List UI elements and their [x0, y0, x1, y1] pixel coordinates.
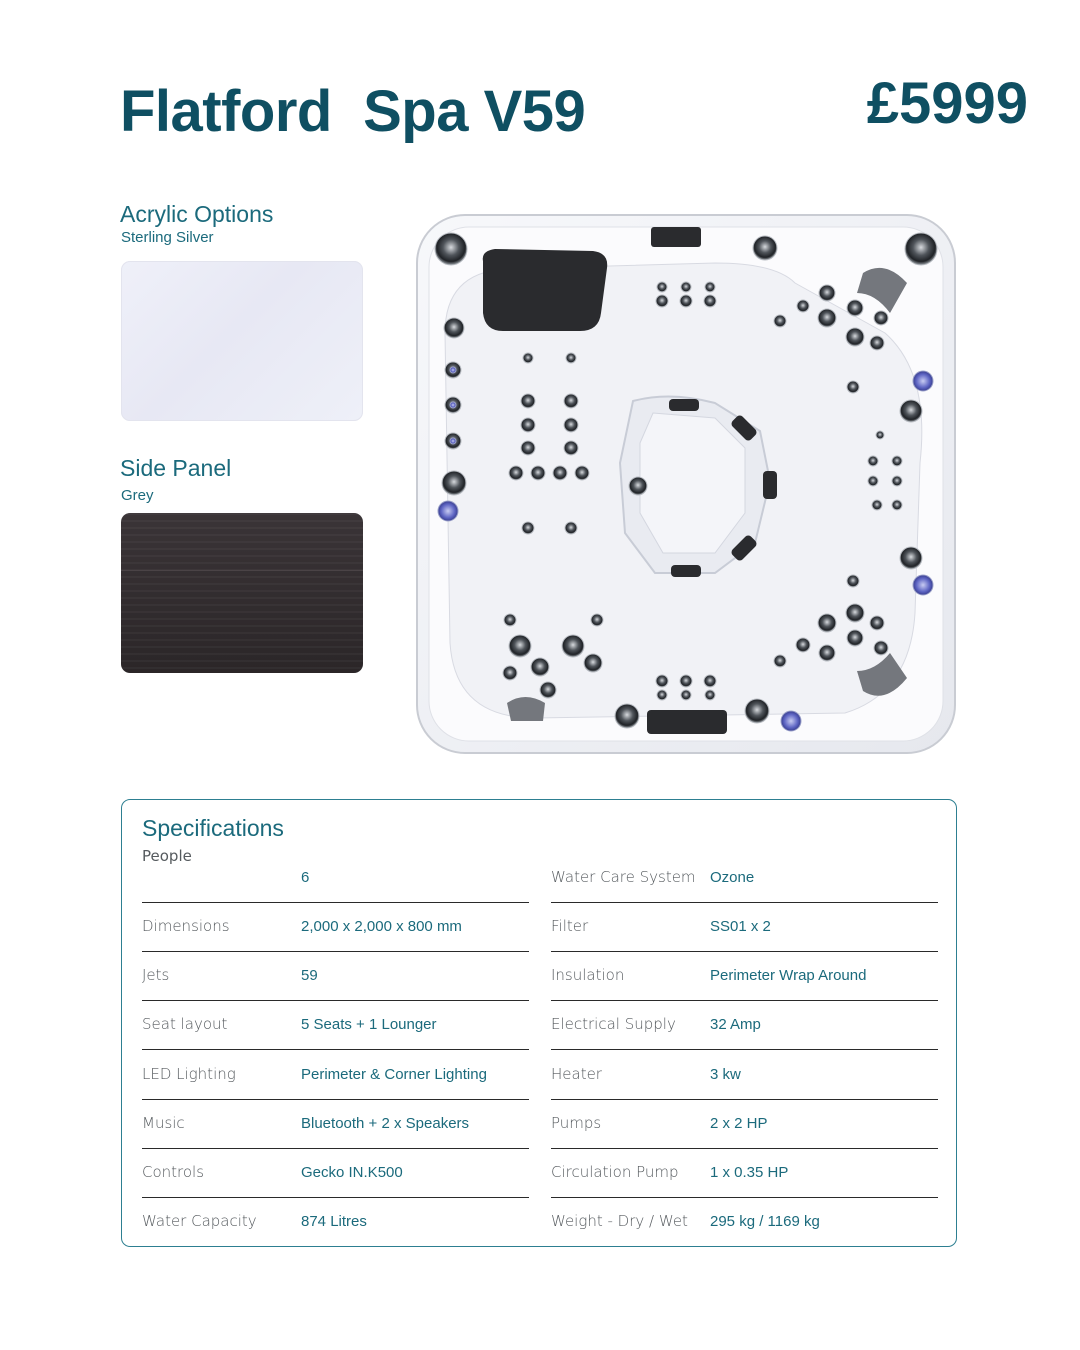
spec-row-pumps: [551, 1099, 938, 1149]
spec-row-controls: [142, 1148, 529, 1198]
spec-row-weight: [551, 1197, 938, 1246]
spec-row-filter: [551, 902, 938, 952]
spec-label: Music: [142, 1114, 185, 1132]
acrylic-swatch: [121, 261, 363, 421]
spec-label: Insulation: [551, 966, 625, 984]
headrest: [483, 249, 607, 331]
spec-label: Jets: [142, 966, 170, 984]
spec-label: Weight - Dry / Wet: [551, 1212, 688, 1230]
spec-value: 59: [301, 967, 318, 984]
product-price: £5999: [866, 71, 1028, 136]
spec-label: Electrical Supply: [551, 1015, 676, 1033]
spec-value: 295 kg / 1169 kg: [710, 1213, 820, 1230]
spec-row-music: [142, 1099, 529, 1149]
spec-value: 32 Amp: [710, 1016, 761, 1033]
spec-label-people: People: [142, 847, 192, 865]
acrylic-options-heading: Acrylic Options: [120, 201, 274, 227]
spec-value: Ozone: [710, 869, 755, 886]
spec-row-circulation-pump: [551, 1148, 938, 1198]
spec-row-people: [142, 853, 529, 903]
spec-label: Controls: [142, 1163, 205, 1181]
spec-value: Bluetooth + 2 x Speakers: [301, 1115, 470, 1132]
spec-label: Dimensions: [142, 917, 230, 935]
spec-row-jets: [142, 951, 529, 1001]
spec-label: Seat layout: [142, 1015, 228, 1033]
spec-value: Perimeter & Corner Lighting: [301, 1066, 487, 1083]
specifications-title: Specifications: [142, 815, 284, 841]
side-panel-name: Grey: [121, 487, 154, 504]
side-panel-heading: Side Panel: [120, 455, 232, 481]
spec-value: 2 x 2 HP: [710, 1115, 768, 1132]
product-title: Flatford Spa V59: [120, 79, 586, 144]
hot-tub-image: [415, 213, 957, 755]
spec-value: 1 x 0.35 HP: [710, 1164, 789, 1181]
side-panel-swatch: [121, 513, 363, 673]
spec-label: Heater: [551, 1065, 602, 1083]
spec-row-seat-layout: [142, 1000, 529, 1050]
spec-value: SS01 x 2: [710, 918, 771, 935]
spec-label: LED Lighting: [142, 1065, 236, 1083]
spec-value: 3 kw: [710, 1066, 741, 1083]
spec-row-heater: [551, 1050, 938, 1100]
spec-row-water-care: [551, 853, 938, 903]
spec-row-water-capacity: [142, 1197, 529, 1246]
spec-value: 2,000 x 2,000 x 800 mm: [301, 918, 462, 935]
spec-value: Perimeter Wrap Around: [710, 967, 867, 984]
spec-row-led-lighting: [142, 1050, 529, 1100]
spec-label: Water Care System: [551, 868, 696, 886]
spec-row-dimensions: [142, 902, 529, 952]
spec-row-electrical-supply: [551, 1000, 938, 1050]
spec-value: Gecko IN.K500: [301, 1164, 403, 1181]
spec-label: Water Capacity: [142, 1212, 257, 1230]
spec-label: Filter: [551, 917, 589, 935]
spec-label: Circulation Pump: [551, 1163, 679, 1181]
acrylic-option-name: Sterling Silver: [121, 229, 214, 246]
spec-label: Pumps: [551, 1114, 602, 1132]
control-panel: [651, 227, 701, 247]
filter-cover: [647, 710, 727, 734]
spec-value: 6: [301, 869, 310, 886]
spec-value: 5 Seats + 1 Lounger: [301, 1016, 437, 1033]
spec-value: 874 Litres: [301, 1213, 367, 1230]
spec-row-insulation: [551, 951, 938, 1001]
